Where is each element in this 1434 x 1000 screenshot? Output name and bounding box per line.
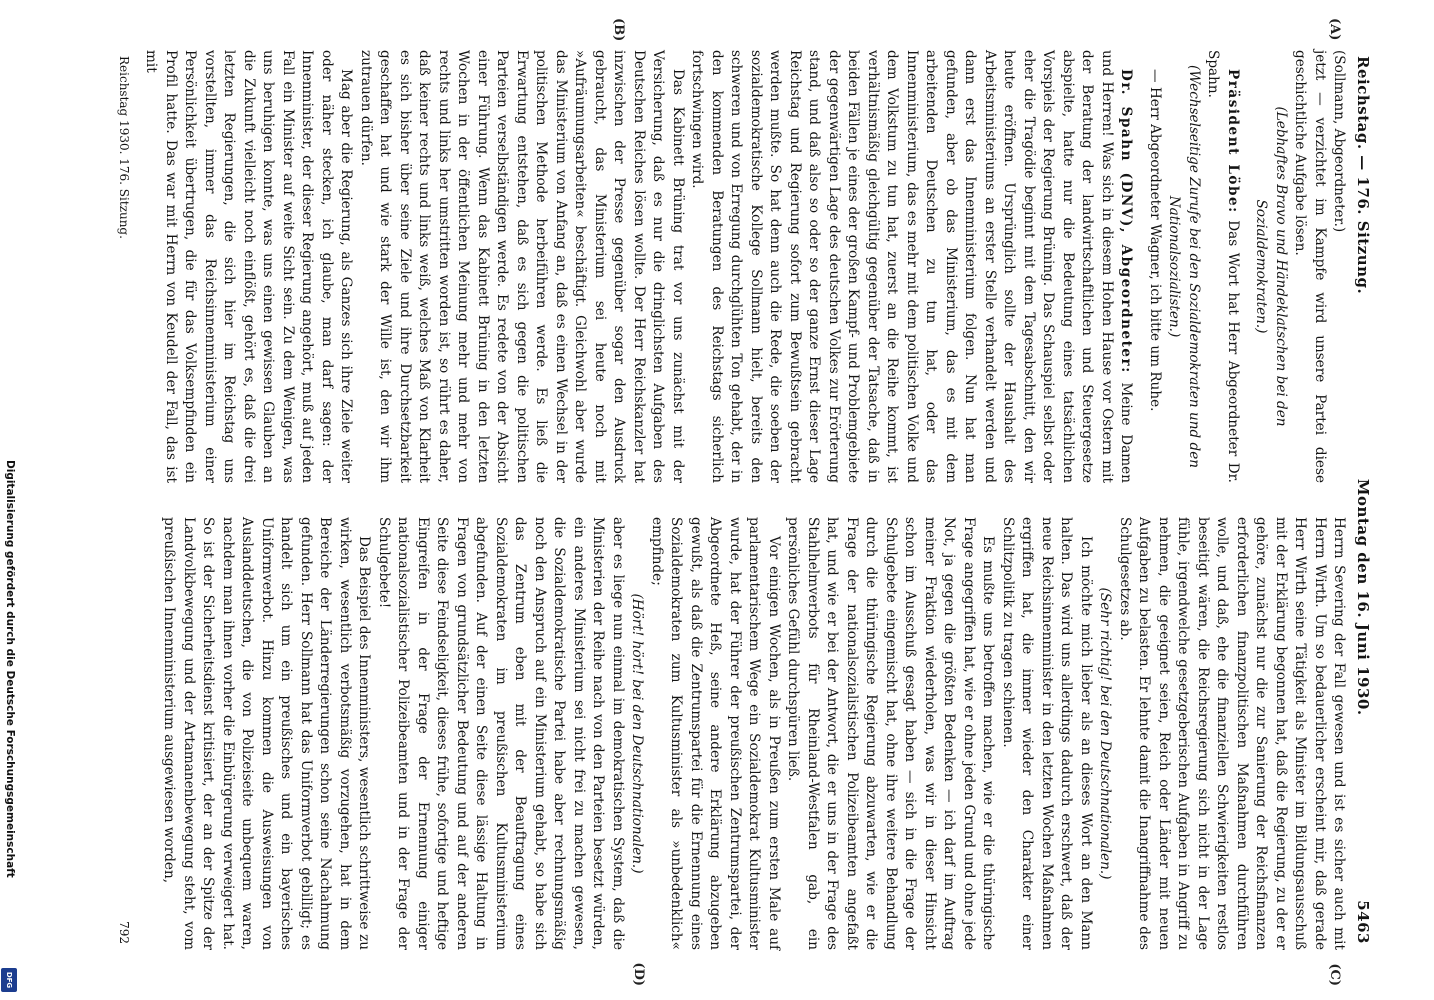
margin-marker-b: (B) xyxy=(611,18,627,42)
digitization-credit-text: Digitalisierung gefördert durch die Deutsche Forschungsgemeinschaft xyxy=(4,460,16,878)
dfg-logo-icon xyxy=(1,968,17,992)
interjection: (Wechselseitige Zurufe bei den Sozialdemokraten und den Nationalsozialisten.) xyxy=(1166,64,1202,469)
interjection: (Sehr richtig! bei den Deutschnationalen.) xyxy=(1097,587,1114,880)
digitization-credit xyxy=(2,460,18,995)
paragraph: Das Kabinett Brüning trat vor uns zunächst mit der Versicherung, daß es nur die dringlichsten Aufgaben des Deutschen Reiches lösen wollte. Der Herr Reichskanzler hat inzwischen der Presse gegenüber sogar den Ausdruck gebraucht, das Ministerium sei heute noch mit »Aufräumungsarbeiten« beschäftigt. Gleichwohl aber wurde das Ministerium von Anfang an, daß es einen Wechsel in der politischen Methode herbeiführen werde. Es ließ die Erwartung entstehen, daß es sich gegen die politischen Parteien verselbständigen werde. Es redete von der Absicht einer Führung. Wenn das Kabinett Brüning in den letzten Wochen in der öffentlichen Meinung mehr und mehr von rechts und links her umstritten worden ist, so rührt es daher, daß keiner rechts und links weiß, welches Maß von Klarheit es sich bisher über seine Ziele und ihre Durchsetzbarkeit geschaffen hat und wie stark der Wille ist, den wir ihm zutrauen dürfen. xyxy=(358,50,686,483)
text-columns xyxy=(141,18,1349,986)
paragraph-gap xyxy=(1136,50,1145,483)
footer-left: Reichstag 1930. 176. Sitzung. xyxy=(117,56,131,239)
paragraph: aber es liege nun einmal im demokratischen System, daß die Ministerien der Reihe nach von den Parteien besetzt würden, ein anderes Ministerium sei nicht frei zu machen gewesen, die Sozialdemokratische Partei habe aber rechnungsmäßig noch den Anspruch auf ein Ministerium gehabt, so habe sich das Zentrum eben mit der Beauftragung eines Sozialdemokraten im preußischen Kultusministerium abgefunden. Auf der einen Seite diese lässige Haltung in Fragen von grundsätzlicher Bedeutung und auf der anderen Seite diese Feindseligkeit, dieses frühe, sofortige und heftige Eingreifen in der Frage der Ernennung einiger nationalsozialistischer Polizeibeamten und in der Frage der Schulgebete! xyxy=(376,517,626,950)
paragraph: Mag aber die Regierung, als Ganzes sich ihre Ziele weiter oder näher stecken, ich glaube, man darf sagen: der Innenminister, der dieser Regierung angehört, muß auf jeden Fall ein Minister auf weite Sicht sein. Zu dem Wenigen, was uns beruhigen konnte, was uns einen gewissen Glauben an die Zukunft vielleicht noch einflößt, gehört es, daß die drei letzten Regierungen, die sich hier im Reichstag uns vorstellten, immer das Reichsinnenministerium einer Persönlichkeit übertrugen, die für das Volksempfinden ein Profil hatte. Das war mit Herrn von Keudell der Fall, das ist mit xyxy=(143,50,355,483)
dfg-logo-label: DFG xyxy=(5,971,13,989)
interjection: (Hört! hört! bei den Deutschnationalen.) xyxy=(629,593,646,874)
paragraph: Das Beispiel des Innenministers, wesentlich schrittweise zu wirken, wesentlich verbotsmäßig vorzugehen, hat in dem Bereiche der Länderregierungen schon seine Nachahmung gefunden. Herr Sollmann hat das Uniformverbot gebilligt; es handelt sich um ein preußisches und ein bayerisches Uniformverbot. Hinzu kommen die Ausweisungen von Auslanddeutschen, die von Polizeiseite unbequem waren, nachdem man ihnen vorher die Einbürgerung verweigert hat. So ist der Sicherheitsdienst kritisiert, der an der Spitze der Landvolkbewegung und der Artamanenbewegung steht, vom preußischen Innenministerium ausgewiesen worden, xyxy=(161,517,373,950)
speech-paragraph xyxy=(1203,50,1242,483)
speaker-name: Präsident Löbe: xyxy=(1225,69,1241,214)
speech-text: Meine Damen und Herren! Was sich in diesem Hohen Hause vor Ostern mit der Beratung der landwirtschaftlichen und Steuergesetze abspielte, hatte nur die Bedeutung eines tatsächlichen Vorspiels der Regierung Brüning. Das Schauspiel selbst oder eher die Tragödie beginnt mit dem Tagesabschnitt, den wir heute eröffnen. Ursprünglich sollte der Haushalt des Arbeitsministeriums an erster Stelle verhandelt werden und dann erst das Innenministerium folgen. Nun hat man gefunden, aber ob das Ministerium, das es mit dem arbeitenden Deutschen zu tun hat, oder das Innenministerium, das es mehr mit dem politischen Volke und dem Volkstum zu tun hat, zuerst an die Reihe kommt, ist verhältnismäßig gleichgültig gegenüber der Tatsache, daß in beiden Fällen je eines der großen Kampf- und Problemgebiete der gegenwärtigen Lage des deutschen Volkes zur Erörterung stand, und daß also so oder so der ganze Ernst dieser Lage Reichstag und Regierung sofort zum Bewußtsein gebracht werden mußte. So hat denn auch die Rede, die soeben der sozialdemokratische Kollege Sollmann hielt, bereits den schweren und von Erregung durchglühten Ton gehabt, der in den kommenden Beratungen des Reichstags sicherlich fortschwingen wird. xyxy=(689,50,1135,483)
speech-paragraph xyxy=(687,50,1136,483)
page-number: 5463 xyxy=(1354,900,1372,944)
paragraph: jetzt — verzichtet im Kampfe wird unsere Partei diese geschichtliche Aufgabe lösen. xyxy=(1292,50,1328,483)
paragraph: (Sollmann, Abgeordneter.) xyxy=(1331,50,1348,233)
paragraph: Es mußte uns betroffen machen, wie er die thüringische Frage angegriffen hat, wie er ohne jeden Grund und ohne jede Not, ja gegen die größten Bedenken — ich darf im Auftrag meiner Fraktion wiederholen, was wir in dieser Hinsicht schon im Ausschuß gesagt haben — sich in die Frage der Schulgebete eingemischt hat, ohne ihre weitere Behandlung durch die thüringische Regierung abzuwarten, wie er die Frage der nationalsozialistischen Polizeibeamten angefaßt hat, und wie er bei der Antwort, die er uns in der Frage des Stahlhelmverbots für Rheinland-Westfalen gab, ein persönliches Gefühl durchspüren ließ. xyxy=(785,517,997,950)
left-column xyxy=(141,50,1349,483)
right-column xyxy=(141,517,1349,950)
page-footer xyxy=(114,50,134,950)
footer-right: 792 xyxy=(117,921,131,944)
speech-text: Das Wort hat Herr Abgeordneter Dr. Spahn. xyxy=(1205,50,1241,484)
header-date: Montag den 16. Juni 1930. xyxy=(1354,478,1372,716)
margin-marker-d: (D) xyxy=(631,962,647,986)
margin-marker-a: (A) xyxy=(1327,18,1343,41)
speaker-name: Dr. Spahn (DNV), Abgeordneter: xyxy=(1118,69,1135,374)
paragraph: Herrn Severing der Fall gewesen und ist es sicher auch mit Herrn Wirth. Um so bedauerlicher erscheint mir, daß gerade Herr Wirth seine Tätigkeit als Minister im Bildungsausschuß mit der Erklärung begonnen hat, daß die Regierung, zu der er gehöre, zunächst nur die zur Sanierung der Reichsfinanzen erforderlichen finanzpolitischen Maßnahmen durchführen wolle, und daß, ehe die finanziellen Schwierigkeiten restlos beseitigt wären, die Reichsregierung sich nicht in der Lage fühle, irgendwelche gesetzgeberischen Aufgaben in Angriff zu nehmen, die geeignet seien, Reich oder Länder mit neuen Aufgaben zu belasten. Er lehnte damit die Inangriffnahme des Schulgesetzes ab. xyxy=(1117,517,1348,950)
paragraph: Ich möchte mich lieber als an dieses Wort an den Mann halten. Das wird uns allerdings dadurch erschwert, daß der neue Reichsinnenminister in den letzten Wochen Maßnahmen ergriffen hat, die immer wieder den Charakter einer Schlitzpolitik zu tragen schienen. xyxy=(1000,517,1094,950)
page-header xyxy=(1349,50,1373,950)
paragraph-gap xyxy=(1242,50,1251,483)
paragraph: — Herr Abgeordneter Wagner, ich bitte um Ruhe. xyxy=(1147,69,1163,412)
margin-marker-c: (C) xyxy=(1327,963,1343,986)
header-left: Reichstag. — 176. Sitzung. xyxy=(1354,56,1372,295)
paragraph: Vor einigen Wochen, als in Preußen zum ersten Male auf parlamentarischem Wege ein Sozialdemokrat Kultusminister wurde, hat der Führer der preußischen Zentrumspartei, der Abgeordnete Heß, seine andere Erklärung abzugeben gewußt, als daß die Zentrumspartei für die Ernennung eines Sozialdemokraten zum Kultusminister als »unbedenklich« empfinde; xyxy=(649,517,782,950)
interjection: (Lebhaftes Bravo und Händeklatschen bei den Sozialdemokraten.) xyxy=(1253,106,1289,427)
